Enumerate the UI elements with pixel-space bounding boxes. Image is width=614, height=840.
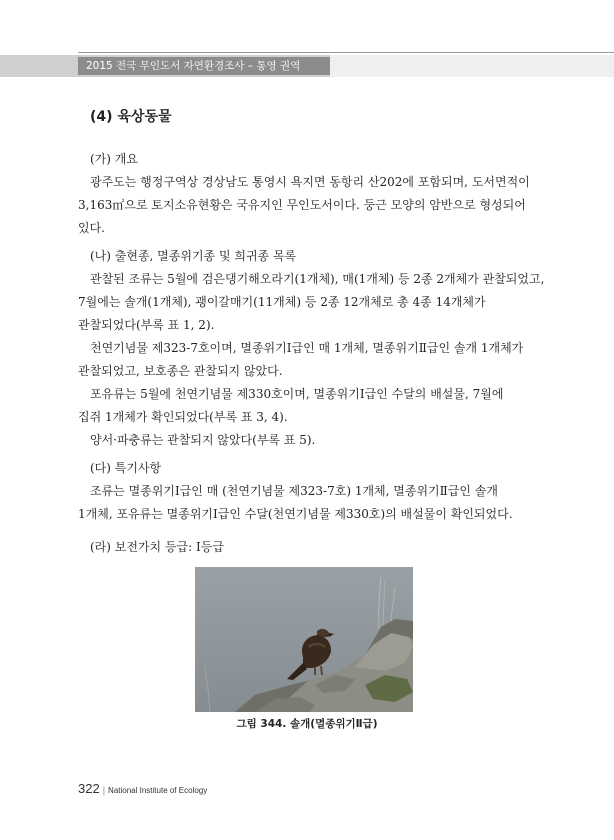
paragraph-line: 7월에는 솔개(1개체), 괭이갈매기(11개체) 등 2종 12개체로 총 4종 14개체가	[78, 295, 486, 309]
paragraph-line: 관찰되었다(부록 표 1, 2).	[78, 318, 215, 332]
figure-caption: 그림 344. 솔개(멸종위기Ⅱ급)	[236, 718, 378, 730]
footer-separator: |	[102, 785, 106, 795]
paragraph-line: 1개체, 포유류는 멸종위기Ⅰ급인 수달(천연기념물 제330호)의 배설물이 확인되었다.	[78, 507, 513, 521]
kite-photo	[195, 567, 413, 712]
subsection-heading-na: (나) 출현종, 멸종위기종 및 희귀종 목록	[90, 249, 297, 263]
paragraph-line: 조류는 멸종위기Ⅰ급인 매 (천연기념물 제323-7호) 1개체, 멸종위기Ⅱ급인 솔개	[90, 484, 498, 498]
paragraph-line: 관찰되었고, 보호종은 관찰되지 않았다.	[78, 364, 283, 378]
subsection-heading-da: (다) 특기사항	[90, 461, 162, 475]
section-title: (4) 육상동물	[90, 109, 172, 125]
paragraph-line: 양서·파충류는 관찰되지 않았다(부록 표 5).	[90, 433, 316, 447]
footer-institution: National Institute of Ecology	[108, 786, 208, 795]
paragraph-line: 포유류는 5월에 천연기념물 제330호이며, 멸종위기Ⅰ급인 수달의 배설물, 7월에	[90, 387, 504, 401]
paragraph-line: 있다.	[78, 221, 105, 235]
running-header: 2015 전국 무인도서 자연환경조사 – 통영 권역	[78, 57, 330, 75]
subsection-heading-ra: (라) 보전가치 등급: Ⅰ등급	[90, 540, 224, 554]
paragraph-line: 관찰된 조류는 5월에 검은댕기해오라기(1개체), 매(1개체) 등 2종 2개체가 관찰되었고,	[90, 272, 545, 286]
paragraph-line: 3,163㎡으로 토지소유현황은 국유지인 무인도서이다. 둥근 모양의 암반으로 형성되어	[78, 198, 526, 212]
paragraph-line: 집쥐 1개체가 확인되었다(부록 표 3, 4).	[78, 410, 288, 424]
paragraph-line: 천연기념물 제323-7호이며, 멸종위기Ⅰ급인 매 1개체, 멸종위기Ⅱ급인 솔개 1개체가	[90, 341, 524, 355]
paragraph-line: 광주도는 행정구역상 경상남도 통영시 욕지면 동항리 산202에 포함되며, 도서면적이	[90, 175, 530, 189]
subsection-heading-ga: (가) 개요	[90, 152, 138, 166]
page-number: 322	[78, 781, 100, 796]
header-rule	[78, 52, 614, 53]
page-footer	[78, 780, 207, 798]
